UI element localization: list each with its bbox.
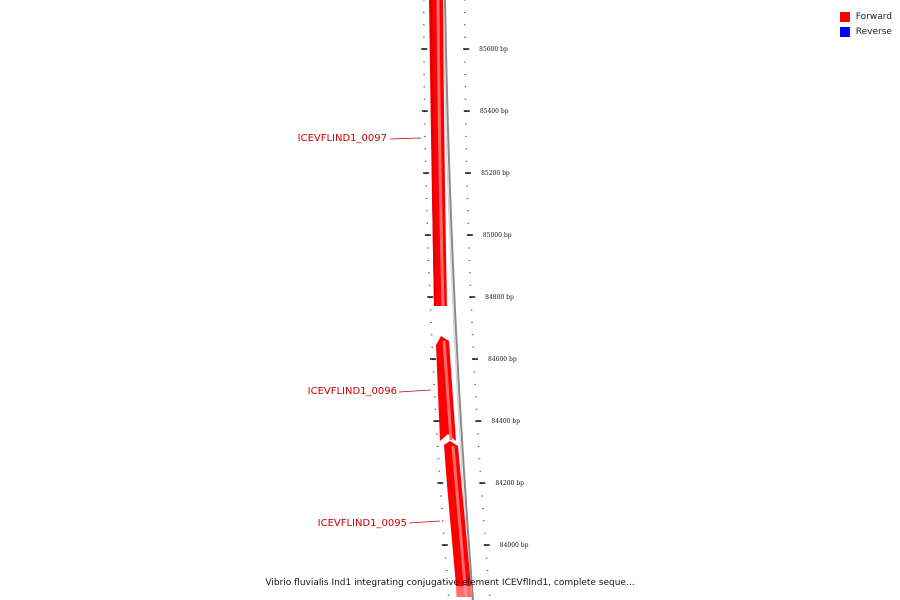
legend-item-reverse[interactable] bbox=[840, 24, 892, 39]
legend bbox=[840, 9, 892, 39]
gene-label-ICEVFLIND1_0096[interactable]: ICEVFLIND1_0096 bbox=[307, 386, 397, 397]
scale-tick-label: 84800 bp bbox=[485, 294, 514, 301]
legend-label-forward: Forward bbox=[855, 11, 892, 22]
gene-label-group bbox=[298, 133, 440, 529]
gene-label-ICEVFLIND1_0097[interactable]: ICEVFLIND1_0097 bbox=[297, 133, 387, 144]
gene-label-ICEVFLIND1_0095[interactable]: ICEVFLIND1_0095 bbox=[317, 518, 407, 529]
scale-tick-label: 85000 bp bbox=[482, 232, 512, 239]
scale-tick-label: 85600 bp bbox=[479, 46, 508, 53]
legend-label-reverse: Reverse bbox=[855, 26, 892, 37]
scale-tick-label: 84600 bp bbox=[488, 356, 517, 363]
gene-feature-ICEVFLIND1_0096[interactable] bbox=[436, 336, 456, 441]
scale-tick-label: 85400 bp bbox=[479, 108, 509, 115]
scale-tick-label: 84000 bp bbox=[499, 542, 529, 549]
forward-swatch-icon bbox=[840, 12, 850, 22]
legend-item-forward[interactable] bbox=[840, 9, 892, 24]
reverse-swatch-icon bbox=[840, 27, 850, 37]
scale-tick-label: 84200 bp bbox=[495, 480, 525, 487]
sequence-caption: Vibrio fluvialis Ind1 integrating conjugative element ICEVflInd1, complete seque... bbox=[265, 578, 635, 588]
scale-tick-label: 85200 bp bbox=[481, 170, 510, 177]
scale-tick-label: 84400 bp bbox=[491, 418, 521, 425]
